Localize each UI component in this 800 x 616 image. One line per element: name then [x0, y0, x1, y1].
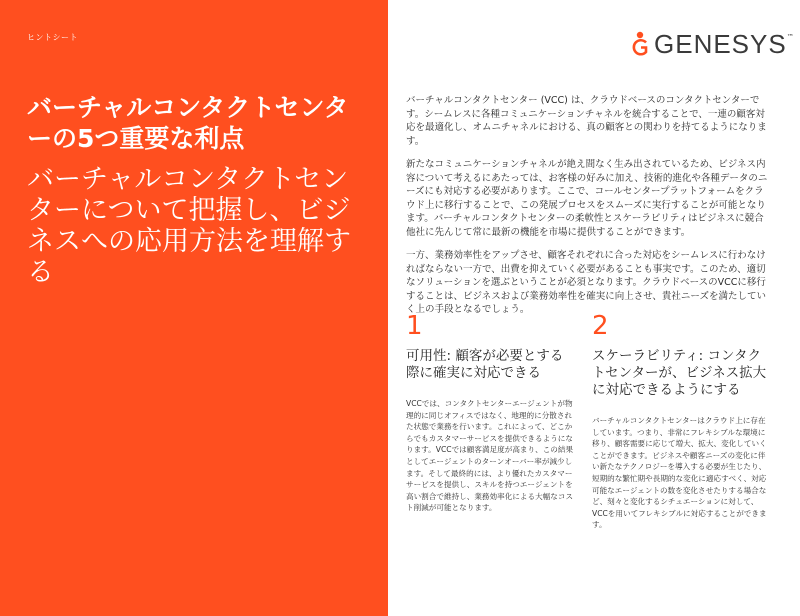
intro-paragraph-2: 新たなコミュニケーションチャネルが絶え間なく生み出されているため、ビジネス内容について考えるにあたっては、お客様の好みに加え、技術的進化や各種データのニーズにも対応する必要があります。ここで、コールセンタープラットフォームをクラウド上に移行することで、この発展プロセスをスムーズに実行することが可能となります。バーチャルコンタクトセンターの柔軟性とスケーラビリティはビジネスに競合他社に先んじて常に最新の機能を市場に提供することができます。	[406, 159, 768, 238]
genesys-logo-icon	[630, 31, 650, 57]
trademark-mark: ™	[786, 33, 794, 41]
benefit-body: バーチャルコンタクトセンターはクラウド上に存在しています。つまり、非常にフレキシブルな環境に移り、顧客需要に応じて増大、拡大、変化していくことができます。ビジネスや顧客ニーズの変化に伴い新たなテクノロジーを導入する必要が生じたり、短期的な繁忙期や長期的な変化に適応すべく、対応可能なエージェントの数を変化させたりする場合など、刻々と変化するシチュエーションに対して、VCCを用いてフレキシブルに対応することができます。	[592, 416, 767, 530]
page-subtitle: バーチャルコンタクトセンターについて把握し、ビジネスへの応用方法を理解する	[27, 164, 351, 288]
genesys-logo	[630, 31, 794, 57]
benefit-scalability	[592, 312, 767, 531]
benefit-availability	[406, 312, 576, 514]
benefit-heading: スケーラビリティ: コンタクトセンターが、ビジネス拡大に対応できるようにする	[592, 348, 767, 398]
benefit-heading: 可用性: 顧客が必要とする際に確実に対応できる	[406, 348, 564, 381]
intro-paragraph-3: 一方、業務効率性をアップさせ、顧客それぞれに合った対応をシームレスに行わなければならない一方で、出費を抑えていく必要があることも事実です。このため、適切なソリューションを選ぶということが必須となります。クラウドベースのVCCに移行することは、ビジネスおよび業務効率性を確実に向上させ、貴社ニーズを満たしていく上の手段となるでしょう。	[406, 250, 766, 315]
benefit-number: 1	[406, 311, 423, 341]
brand-name: GENESYS	[654, 29, 787, 59]
page-title: バーチャルコンタクトセンターの5つ重要な利点	[27, 93, 349, 153]
intro-section	[406, 94, 768, 327]
intro-paragraph-1: バーチャルコンタクトセンター (VCC) は、クラウドベースのコンタクトセンターです。シームレスに各種コミュニケーションチャネルを統合することで、一連の顧客対応を最適化し、オムニチャネルにおける、真の顧客との関わりを持てるようになります。	[406, 95, 767, 147]
document-type-label: ヒントシート	[27, 33, 78, 42]
hero-panel	[0, 0, 388, 616]
benefit-number: 2	[592, 311, 609, 341]
benefit-body: VCCでは、コンタクトセンターエージェントが物理的に同じオフィスではなく、地理的に分散された状態で業務を行います。これによって、どこからでもカスタマーサービスを提供できるようになります。VCCでは顧客満足度が高まり、この結果としてエージェントのターンオーバー率が減少します。そして最終的には、より優れたカスタマーサービスを提供し、スキルを持つエージェントを高い割合で維持し、業務効率化による大幅なコスト削減が可能となります。	[406, 399, 574, 513]
